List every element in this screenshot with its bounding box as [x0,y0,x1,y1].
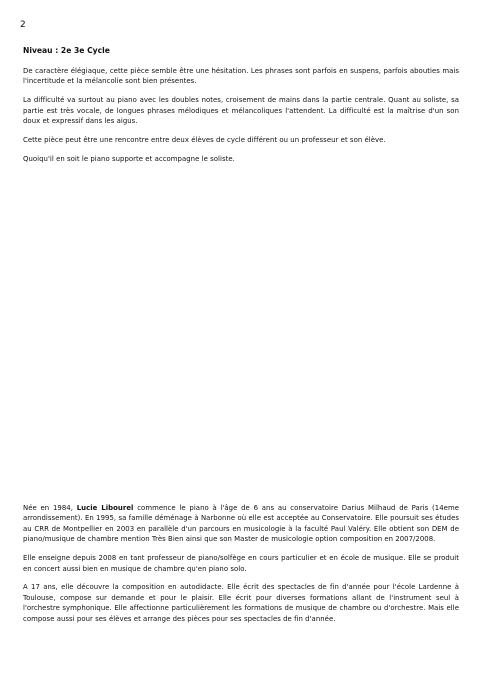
biography-paragraph-early-life [23,503,459,545]
description-paragraph-encounter: Cette pièce peut être une rencontre entre deux élèves de cycle différent ou un professeur et son élève. [23,136,386,145]
description-paragraph-character: De caractère élégiaque, cette pièce semble être une hésitation. Les phrases sont parfois en suspens, parfois abouties mais l'incertitude et la mélancolie sont bien présentes. [23,67,459,86]
description-paragraph-accompaniment: Quoiqu'il en soit le piano supporte et accompagne le soliste. [23,154,235,163]
level-heading: Niveau : 2e 3e Cycle [23,46,110,55]
biography-paragraph-teaching: Elle enseigne depuis 2008 en tant professeur de piano/solfège en cours particulier et en école de musique. Elle se produit en concert aussi bien en musique de chambre qu'en piano solo. [23,554,459,573]
bio-continuation-text: commence le piano à l'âge de 6 ans au conservatoire Darius Milhaud de Paris (14eme arrondissement). En 1995, sa famille déménage à Narbonne où elle est acceptée au Conservatoire. Elle poursuit ses études au CRR de Montpellier en 2003 en parallèle d'un parcours en musicologie à la faculté Paul Valéry. Elle obtient son DEM de piano/musique de chambre mention Très Bien ainsi que son Master de musicologie option composition en 2007/2008. [23,504,459,544]
bio-intro-text: Née en 1984, [23,504,77,512]
composer-name: Lucie Libourel [76,504,134,512]
composer-biography [23,503,459,633]
page-number: 2 [20,20,27,30]
description-paragraph-difficulty: La difficulté va surtout au piano avec les doubles notes, croisement de mains dans la partie centrale. Quant au soliste, sa partie est très vocale, de longues phrases mélodiques et mélancoliques l'attendent. La difficulté est la maîtrise d'un son doux et expressif dans les aigus. [23,96,459,126]
biography-paragraph-composition: A 17 ans, elle découvre la composition en autodidacte. Elle écrit des spectacles de fin d'année pour l'école Lardenne à Toulouse, compose sur demande et pour le plaisir. Elle écrit pour diverses formations allant de l'instrument seul à l'orchestre symphonique. Elle affectionne particulièrement les formations de musique de chambre ou d'orchestre. Mais elle compose aussi pour ses élèves et arrange des pièces pour ses spectacles de fin d'année. [23,583,459,623]
piece-description [23,46,459,173]
